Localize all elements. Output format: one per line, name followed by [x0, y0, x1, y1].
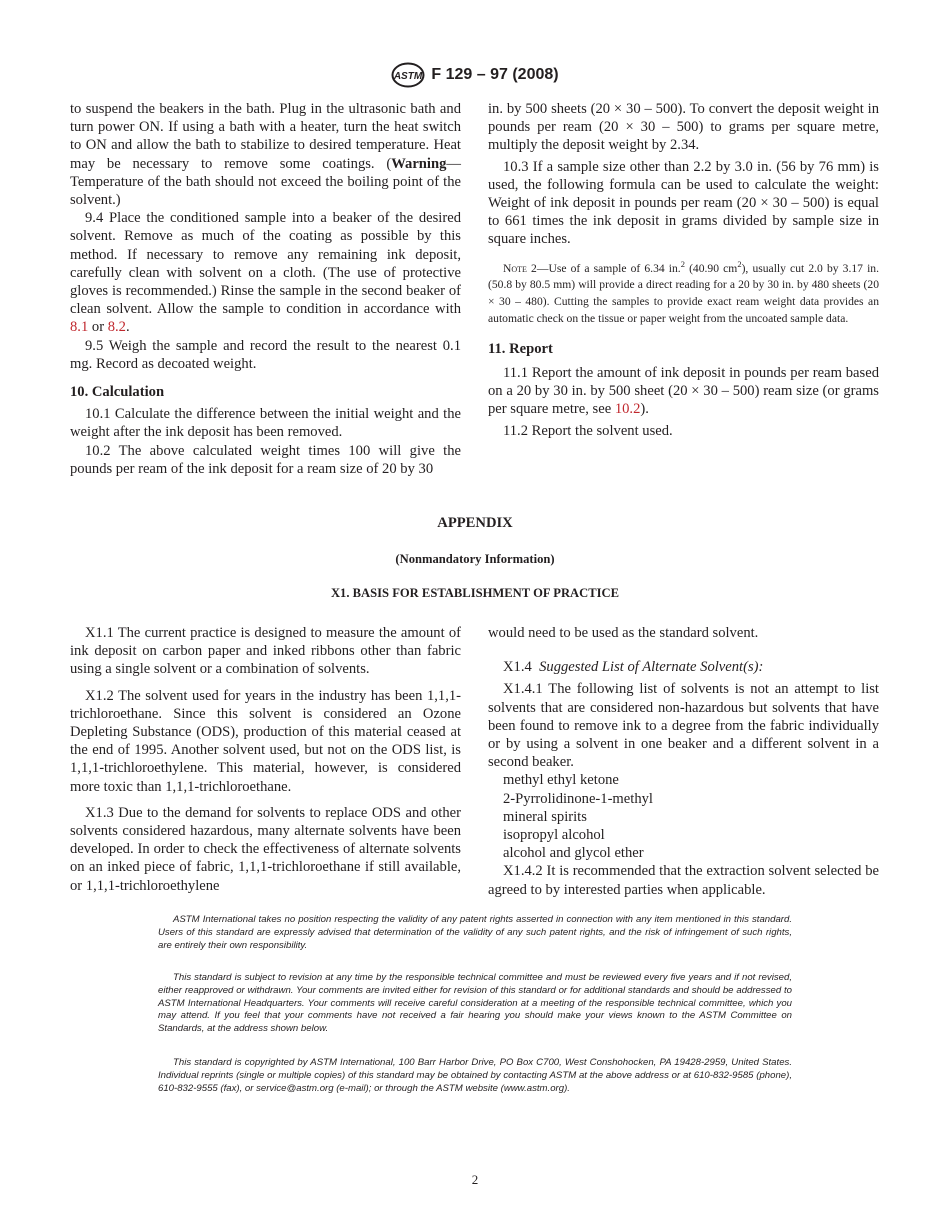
paragraph-11-1: 11.1 Report the amount of ink deposit in pounds per ream based on a 20 by 30 in. by 500 sheet (20 × 30 – 500) ream size (or grams per square metre, see 10.2).	[488, 365, 879, 418]
solvent-item: methyl ethyl ketone	[503, 772, 619, 789]
solvent-item: isopropyl alcohol	[503, 827, 605, 844]
paragraph-9-3-cont: to suspend the beakers in the bath. Plug in the ultrasonic bath and turn power ON. If using a bath with a heater, turn the heat switch to ON and allow the bath to stabilize to desired temperature. Heat may be necessary to remove some coatings. (Warning—Temperature of the bath should not exceed the boiling point of the solvent.)	[70, 101, 461, 209]
paragraph-10-3: 10.3 If a sample size other than 2.2 by 3.0 in. (56 by 76 mm) is used, the following formula can be used to calculate the weight: Weight of ink deposit in pounds per ream (20 × 30 – 500) is equal to 661 times the ink deposit in grams divided by sample size in square inches.	[488, 158, 879, 248]
note-2: Note 2—Use of a sample of 6.34 in.$^2$ (40.90 $cm^2$), usually cut 2.0 by 3.17 in. (50.8 by 80.5 mm) will provide a direct reading for a 20 by 30 in. by 480 sheets (20 × 30 – 480). Cutting the samples to provide exact ream weight data provides an automatic check on the tissue or paper weight from the uncoated sample data.	[488, 258, 879, 326]
paragraph-x1-4-title: X1.4 Suggested List of Alternate Solvent(s):	[503, 659, 764, 676]
paragraph-10-1: 10.1 Calculate the difference between the initial weight and the weight after the ink deposit has been removed.	[70, 406, 461, 441]
link-8-2[interactable]: 8.2	[107, 319, 126, 336]
solvent-item: mineral spirits	[503, 808, 587, 825]
footer-revision-notice: This standard is subject to revision at any time by the responsible technical committee and must be reviewed every five years and if not revised, either reapproved or withdrawn. Your comments are invited either for revision of this standard or for additional standards and should be addressed to ASTM International Headquarters. Your comments will receive careful consideration at a meeting of the responsible technical committee, which you may attend. If you feel that your comments have not received a fair hearing you should make your views known to the ASTM Committee on Standards, at the address shown below.	[158, 972, 792, 1035]
right-column	[488, 100, 879, 440]
appendix-title: APPENDIX	[437, 515, 513, 531]
page-number: 2	[471, 1172, 479, 1187]
svg-text:ASTM: ASTM	[394, 71, 423, 82]
paragraph-x1-2: X1.2 The solvent used for years in the industry has been 1,1,1-trichloroethane. Since this solvent is considered an Ozone Depleting Substance (ODS), production of this material ceased at the end of 1995. Another solvent used, but not on the ODS list, is 1,1,1-trichloroethylene. This material, however, is considered more toxic than 1,1,1-trichloroethane.	[70, 687, 461, 795]
paragraph-x1-4-2: X1.4.2 It is recommended that the extraction solvent selected be agreed to by interested parties when applicable.	[488, 863, 879, 898]
paragraph-x1-3-cont: would need to be used as the standard solvent.	[488, 625, 759, 641]
left-column	[70, 100, 461, 478]
footer-patent-notice: ASTM International takes no position respecting the validity of any patent rights asserted in connection with any item mentioned in this standard. Users of this standard are expressly advised that determination of the validity of any such patent rights, and the risk of infringement of such rights, are entirely their own responsibility.	[158, 914, 792, 951]
paragraph-x1-1: X1.1 The current practice is designed to measure the amount of ink deposit on carbon paper and inked ribbons other than fabric using a single solvent or a combination of solvents.	[70, 625, 461, 678]
link-8-1[interactable]: 8.1	[70, 319, 89, 336]
paragraph-9-4: 9.4 Place the conditioned sample into a beaker of the desired solvent. Remove as much of the coating as possible by this method. If necessary to remove any remaining ink deposit, carefully clean with solvent on a cloth. (The use of protective gloves is recommended.) Rinse the sample in the second beaker of clean solvent. Allow the sample to condition in accordance with 8.1 or 8.2.	[70, 210, 461, 336]
section-10-title: 10. Calculation	[70, 384, 165, 401]
appendix-left-column	[70, 624, 461, 895]
solvent-item: 2-Pyrrolidinone-1-methyl	[503, 790, 653, 807]
solvent-item: alcohol and glycol ether	[503, 845, 644, 862]
paragraph-9-5: 9.5 Weigh the sample and record the result to the nearest 0.1 mg. Record as decoated weight.	[70, 337, 461, 372]
section-11-title: 11. Report	[488, 340, 553, 357]
paragraph-10-2-cont: in. by 500 sheets (20 × 30 – 500). To convert the deposit weight in pounds per ream (20 × 30 – 500) to grams per square metre, multiply the deposit weight by 2.34.	[488, 101, 879, 154]
appendix-subtitle: (Nonmandatory Information)	[395, 552, 555, 566]
appendix-x1-title: X1. BASIS FOR ESTABLISHMENT OF PRACTICE	[330, 586, 620, 600]
paragraph-x1-3: X1.3 Due to the demand for solvents to replace ODS and other solvents considered hazardous, many alternate solvents have been developed. In order to check the effectiveness of alternate solvents on an inked piece of fabric, 1,1,1-trichloroethane if still available, or 1,1,1-trichloroethylene	[70, 804, 461, 894]
paragraph-x1-4-1: X1.4.1 The following list of solvents is not an attempt to list solvents that are considered non-hazardous but solvents that have been found to remove ink to a degree from the fabric individually or by using a solvent in one beaker and a different solvent in a second beaker.	[488, 681, 879, 771]
paragraph-10-2: 10.2 The above calculated weight times 100 will give the pounds per ream of the ink deposit for a ream size of 20 by 30	[70, 442, 461, 477]
page-header	[0, 62, 950, 88]
appendix-right-column	[488, 624, 879, 899]
astm-logo-icon	[391, 62, 425, 88]
designation: F 129 – 97 (2008)	[431, 66, 559, 84]
warning-label: Warning	[391, 155, 447, 172]
link-10-2[interactable]: 10.2	[614, 401, 641, 418]
paragraph-11-2: 11.2 Report the solvent used.	[503, 422, 673, 439]
footer-copyright-notice: This standard is copyrighted by ASTM International, 100 Barr Harbor Drive, PO Box C700, West Conshohocken, PA 19428-2959, United States. Individual reprints (single or multiple copies) of this standard may be obtained by contacting ASTM at the above address or at 610-832-9585 (phone), 610-832-9555 (fax), or service@astm.org (e-mail); or through the ASTM website (www.astm.org).	[158, 1057, 792, 1094]
